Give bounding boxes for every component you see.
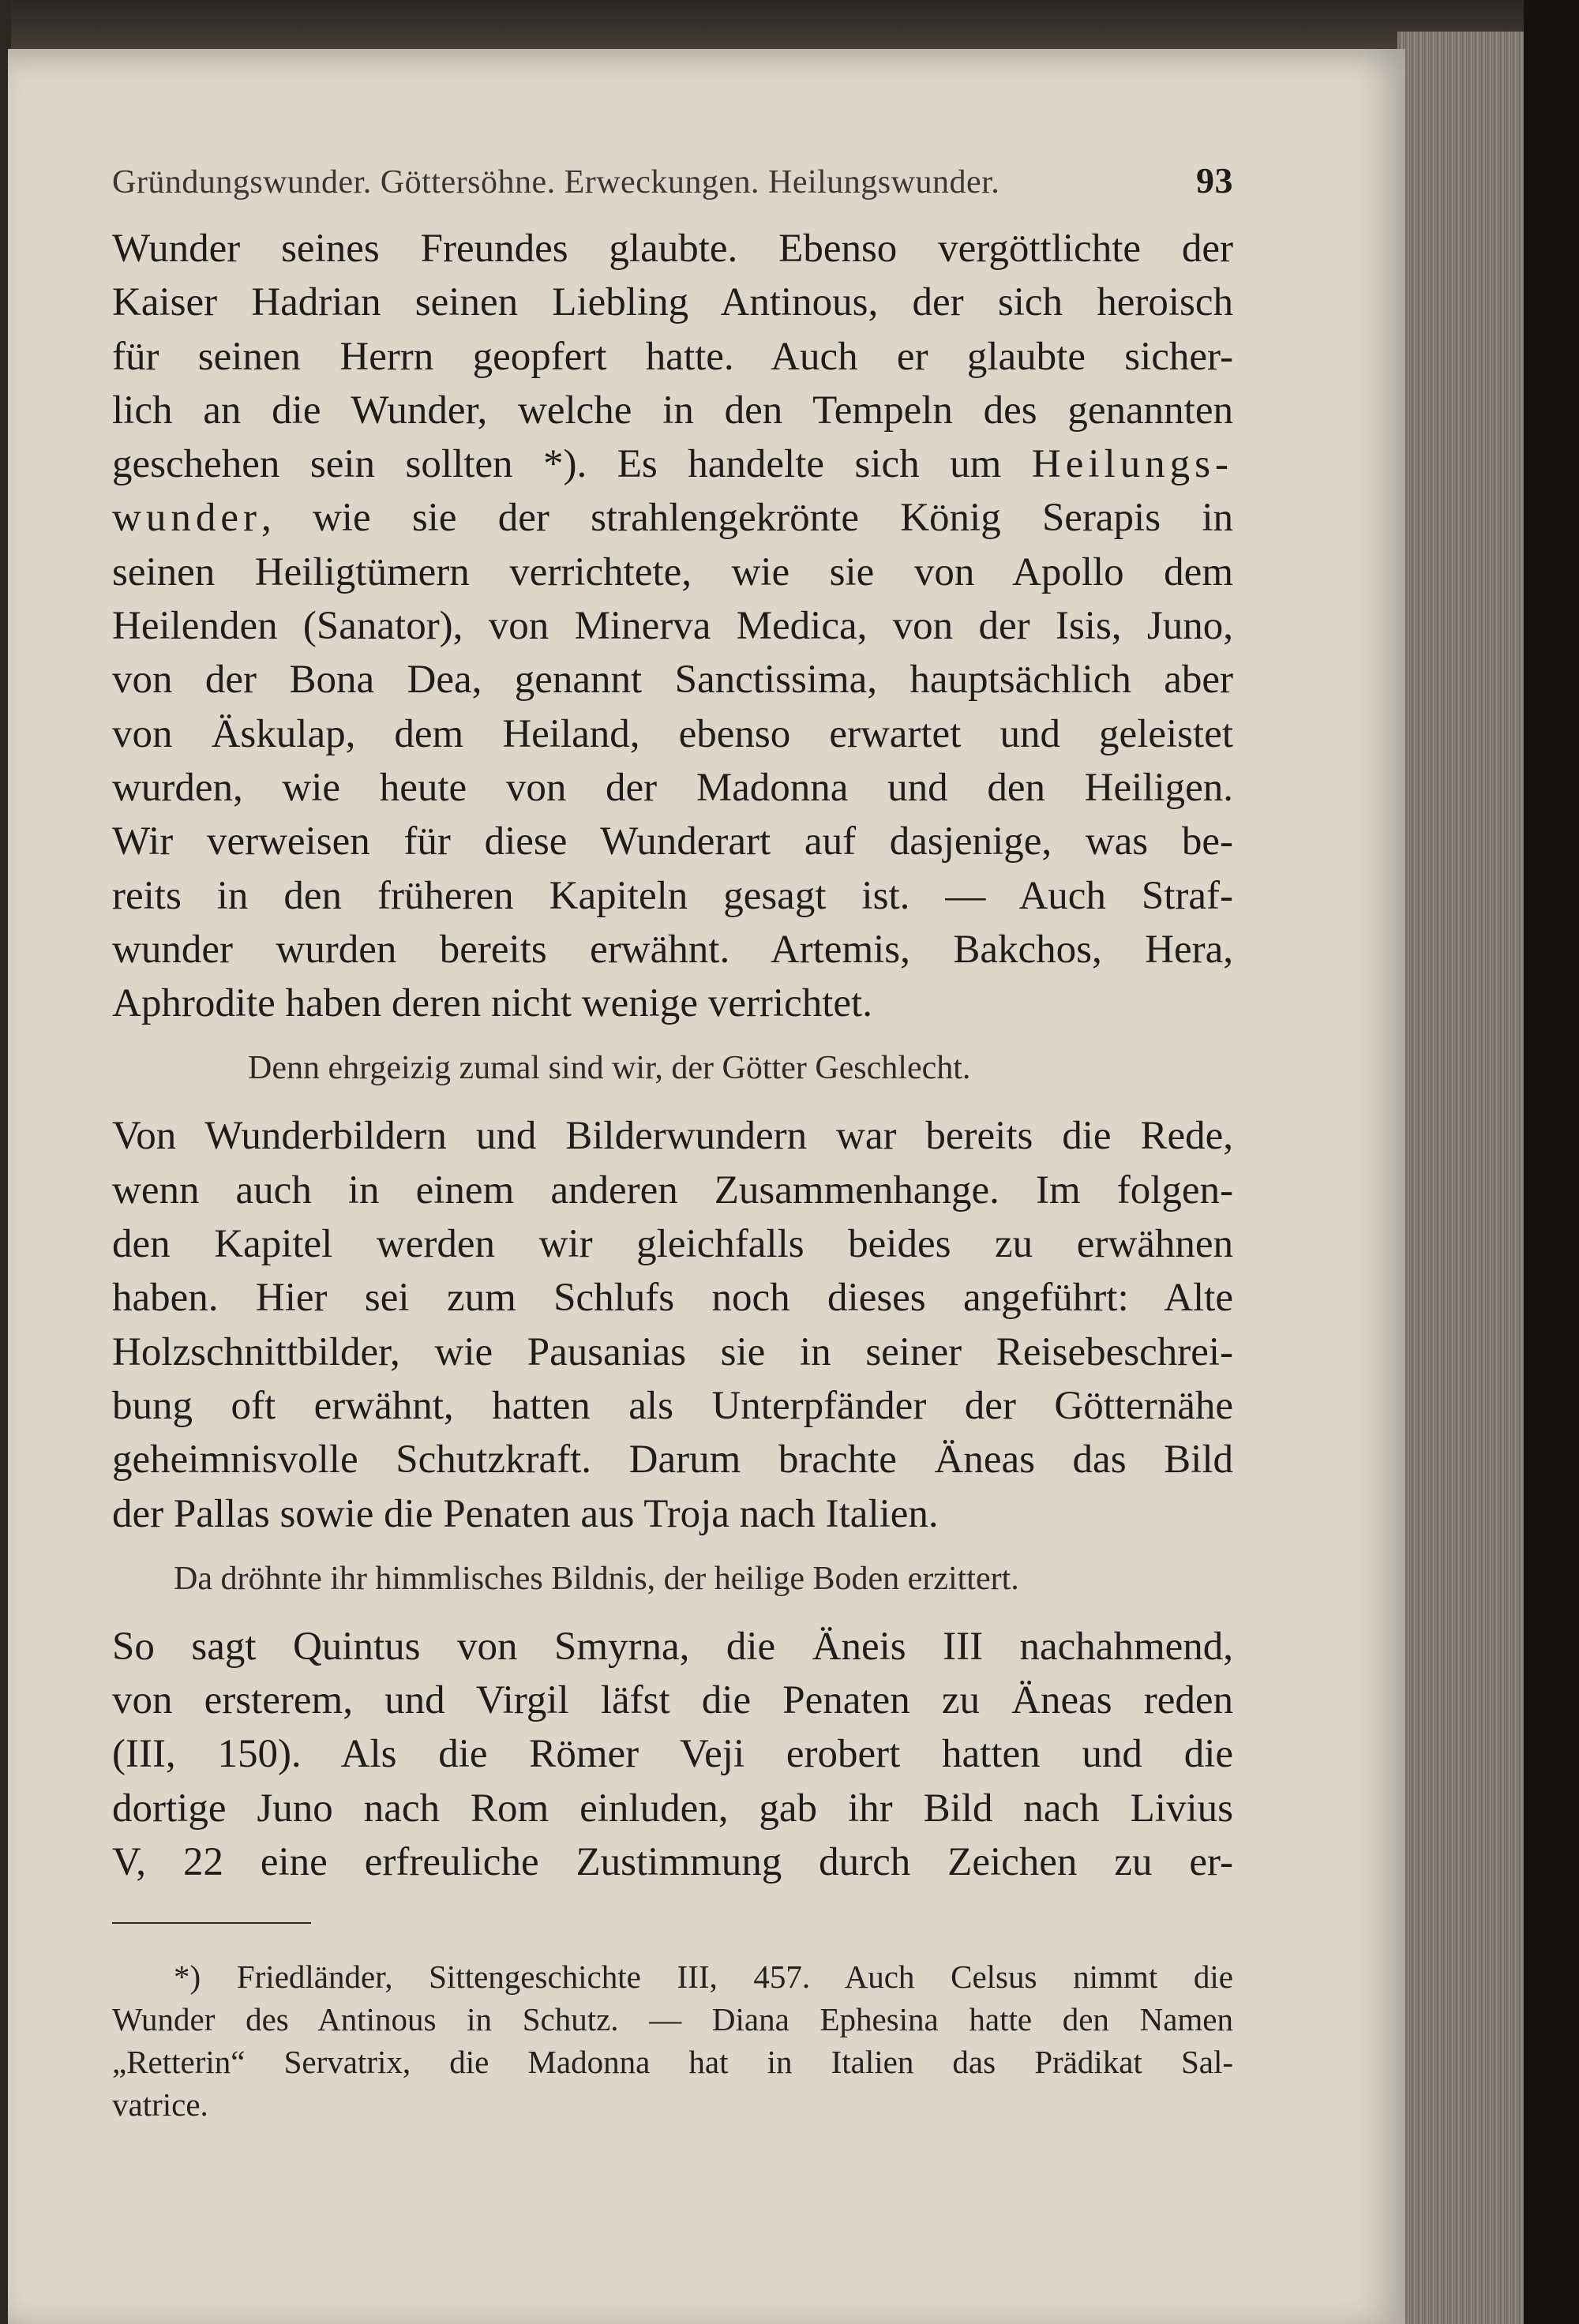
running-head-title: Gründungswunder. Göttersöhne. Erweckungen. Heilungswunder. [112, 164, 1000, 201]
running-head [112, 159, 1233, 201]
text-line: für seinen Herrn geopfert hatte. Auch er glaubte sicher- [112, 334, 1233, 379]
text-line: seinen Heiligtümern verrichtete, wie sie von Apollo dem [112, 549, 1233, 594]
scanner-background-right [1524, 0, 1579, 2324]
paragraph-1 [112, 222, 1233, 1030]
text-line: wurden, wie heute von der Madonna und den Heiligen. [112, 765, 1233, 810]
text-line: lich an die Wunder, welche in den Tempeln des genannten [112, 388, 1233, 433]
text-line: von Äskulap, dem Heiland, ebenso erwartet und geleistet [112, 711, 1233, 756]
paragraph-2 [112, 1109, 1233, 1540]
verse-quote-1: Denn ehrgeizig zumal sind wir, der Götter Geschlecht. [248, 1050, 971, 1087]
scanner-background-top [0, 0, 1579, 55]
text-line: bung oft erwähnt, hatten als Unterpfänder der Götternähe [112, 1383, 1233, 1428]
text-line: Holzschnittbilder, wie Pausanias sie in seiner Reisebeschrei- [112, 1329, 1233, 1374]
footnote-line: „Retterin“ Servatrix, die Madonna hat in Italien das Prädikat Sal- [112, 2044, 1233, 2081]
footnote-separator [112, 1922, 311, 1924]
text-line: der Pallas sowie die Penaten aus Troja nach Italien. [112, 1491, 939, 1536]
text-line: Wunder seines Freundes glaubte. Ebenso vergöttlichte der [112, 227, 1233, 271]
text-line: wenn auch in einem anderen Zusammenhange. Im folgen- [112, 1168, 1233, 1213]
footnote-line: Wunder des Antinous in Schutz. — Diana Ephesina hatte den Namen [112, 2001, 1233, 2038]
spaced-emphasis: wunder [112, 496, 261, 541]
text-line: dortige Juno nach Rom einluden, gab ihr Bild nach Livius [112, 1786, 1233, 1831]
text-line: geheimnisvolle Schutzkraft. Darum brachte Äneas das Bild [112, 1438, 1233, 1482]
text-line: Wir verweisen für diese Wunderart auf dasjenige, was be- [112, 819, 1233, 864]
text-run: , wie sie der strahlengekrönte König Serapis in [261, 496, 1233, 541]
text-line: V, 22 eine erfreuliche Zustimmung durch Zeichen zu er- [112, 1840, 1233, 1885]
text-line: Aphrodite haben deren nicht wenige verrichtet. [112, 981, 872, 1026]
footnote-line: *) Friedländer, Sittengeschichte III, 457. Auch Celsus nimmt die [174, 1959, 1233, 1996]
text-line: So sagt Quintus von Smyrna, die Äneis III nachahmend, [112, 1624, 1233, 1669]
text-line: von der Bona Dea, genannt Sanctissima, hauptsächlich aber [112, 658, 1233, 703]
text-line: von ersterem, und Virgil läfst die Penaten zu Äneas reden [112, 1678, 1233, 1723]
page-number: 93 [1196, 160, 1233, 201]
text-line: den Kapitel werden wir gleichfalls beides zu erwähnen [112, 1222, 1233, 1267]
text-line [112, 437, 1233, 491]
footnote [112, 1955, 1233, 2126]
text-line: (III, 150). Als die Römer Veji erobert hatten und die [112, 1732, 1233, 1777]
paragraph-3 [112, 1620, 1233, 1889]
text-run: geschehen sein sollten *). Es handelte sich um [112, 442, 1032, 487]
page-content [112, 159, 1233, 2126]
text-line: Von Wunderbildern und Bilderwundern war bereits die Rede, [112, 1114, 1233, 1159]
text-line: Heilenden (Sanator), von Minerva Medica, von der Isis, Juno, [112, 604, 1233, 649]
verse-quote-2: Da dröhnte ihr himmlisches Bildnis, der heilige Boden erzittert. [174, 1560, 1019, 1597]
footnote-line: vatrice. [112, 2086, 208, 2123]
book-page [8, 49, 1405, 2324]
spaced-emphasis: Heilungs- [1031, 442, 1233, 487]
text-line: Kaiser Hadrian seinen Liebling Antinous, der sich heroisch [112, 280, 1233, 325]
text-line: reits in den früheren Kapiteln gesagt ist. — Auch Straf- [112, 873, 1233, 918]
text-line: wunder wurden bereits erwähnt. Artemis, Bakchos, Hera, [112, 927, 1233, 972]
text-line: haben. Hier sei zum Schlufs noch dieses angeführt: Alte [112, 1276, 1233, 1321]
text-line [112, 491, 1233, 545]
